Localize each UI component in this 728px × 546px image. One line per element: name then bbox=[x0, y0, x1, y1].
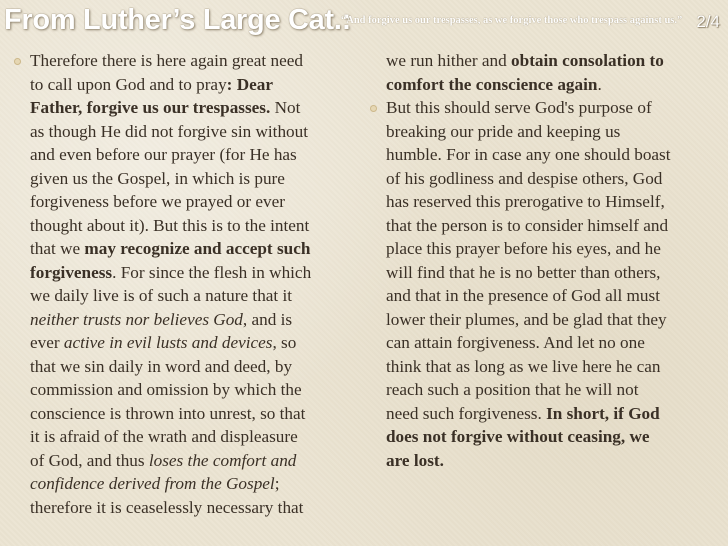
text-run: given us the Gospel, in which is pure bbox=[30, 168, 285, 188]
text-run: as though He did not forgive sin without bbox=[30, 121, 309, 141]
text-run: , so bbox=[272, 333, 297, 352]
text-line bbox=[30, 378, 370, 402]
text-line bbox=[30, 120, 370, 144]
text-line bbox=[30, 214, 370, 238]
text-line bbox=[386, 96, 722, 120]
text-run: active in evil lusts and devices bbox=[63, 333, 273, 352]
text-line bbox=[386, 167, 722, 191]
text-line bbox=[386, 261, 722, 285]
text-run: we run hither and bbox=[386, 51, 512, 70]
text-run: Therefore there is here again great need bbox=[30, 51, 303, 70]
text-line bbox=[30, 143, 370, 167]
text-run: comfort the conscience again bbox=[386, 74, 598, 94]
text-run: Father, forgive us our trespasses. bbox=[30, 98, 271, 117]
text-line bbox=[386, 355, 722, 379]
text-line bbox=[30, 237, 370, 261]
text-run: we daily live is of such a nature that it bbox=[30, 286, 293, 305]
text-run: and that in the presence of God all must bbox=[386, 286, 660, 305]
text-line bbox=[386, 237, 722, 261]
text-run: can attain forgiveness. And let no one bbox=[386, 333, 645, 352]
text-line bbox=[386, 425, 722, 449]
text-line bbox=[30, 49, 370, 73]
text-run: confidence derived from the Gospel bbox=[30, 474, 275, 493]
title-bar bbox=[4, 0, 726, 46]
text-line bbox=[386, 402, 722, 426]
text-run: forgiveness bbox=[30, 262, 113, 282]
text-run: need such forgiveness. bbox=[386, 403, 547, 423]
bullet-icon bbox=[370, 105, 377, 112]
text-line bbox=[386, 120, 722, 144]
text-run: forgiveness before we prayed or ever bbox=[30, 192, 285, 211]
text-run: commission and omission by which the bbox=[30, 380, 302, 399]
right-paragraph-text bbox=[386, 96, 722, 472]
text-line bbox=[386, 284, 722, 308]
text-run: lower their plumes, and be glad that they bbox=[386, 309, 667, 329]
text-run: of God, and thus bbox=[30, 450, 149, 470]
text-run: loses the comfort and bbox=[148, 450, 297, 470]
slide-title: From Luther’s Large Cat.: bbox=[4, 4, 351, 36]
text-run: may recognize and accept such bbox=[84, 239, 311, 258]
text-run: of his godliness and despise others, God bbox=[386, 168, 663, 188]
text-line bbox=[30, 308, 370, 332]
text-run: does not forgive without ceasing, we bbox=[386, 427, 650, 446]
text-run: ever bbox=[30, 333, 64, 352]
text-run: think that as long as we live here he can bbox=[386, 356, 661, 376]
text-run: ; bbox=[274, 474, 280, 493]
text-run: neither trusts nor believes God bbox=[30, 309, 243, 329]
text-line bbox=[386, 49, 722, 73]
text-run: In short, if God bbox=[546, 403, 660, 423]
text-line bbox=[30, 96, 370, 120]
text-line bbox=[386, 378, 722, 402]
text-run: , and is bbox=[242, 309, 293, 329]
right-paragraph bbox=[386, 96, 722, 472]
slide-subtitle-quote: “And forgive us our trespasses, as we forgive those who trespass against us.” bbox=[341, 15, 683, 26]
right-column bbox=[386, 49, 722, 472]
text-run: to call upon God and to pray bbox=[30, 74, 227, 94]
text-run: that we sin daily in word and deed, by bbox=[30, 356, 293, 376]
text-run: . For since the flesh in which bbox=[112, 262, 312, 282]
bullet-icon bbox=[14, 58, 21, 65]
text-line bbox=[30, 425, 370, 449]
text-line bbox=[30, 472, 370, 496]
text-run: that we bbox=[30, 239, 85, 258]
text-line bbox=[30, 284, 370, 308]
left-paragraph-text bbox=[30, 49, 370, 519]
text-run: place this prayer before his eyes, and he bbox=[386, 239, 661, 258]
text-run: are lost. bbox=[386, 450, 444, 470]
text-line bbox=[30, 402, 370, 426]
right-continuation-paragraph bbox=[386, 49, 722, 96]
text-line bbox=[30, 261, 370, 285]
text-run: conscience is thrown into unrest, so that bbox=[30, 403, 306, 423]
text-run: will find that he is no better than others, bbox=[386, 262, 661, 282]
text-line bbox=[30, 73, 370, 97]
text-run: thought about it). But this is to the intent bbox=[30, 215, 310, 235]
text-run: humble. For in case any one should boast bbox=[386, 145, 671, 164]
text-run: has reserved this prerogative to Himself, bbox=[386, 192, 665, 211]
left-column bbox=[30, 49, 370, 519]
page-indicator: 2/4 bbox=[696, 12, 720, 31]
text-run: Not bbox=[270, 98, 301, 117]
text-line bbox=[386, 308, 722, 332]
text-line bbox=[386, 449, 722, 473]
text-line bbox=[30, 496, 370, 520]
text-run: it is afraid of the wrath and displeasure bbox=[30, 427, 298, 446]
text-run: therefore it is ceaselessly necessary that bbox=[30, 497, 304, 517]
text-run: and even before our prayer (for He has bbox=[30, 145, 297, 164]
text-line bbox=[386, 331, 722, 355]
text-line bbox=[386, 143, 722, 167]
text-line bbox=[30, 331, 370, 355]
text-run: obtain consolation to bbox=[511, 51, 664, 70]
text-line bbox=[30, 355, 370, 379]
text-line bbox=[386, 190, 722, 214]
right-continuation-text bbox=[386, 49, 722, 96]
text-line bbox=[30, 190, 370, 214]
text-run: : Dear bbox=[226, 74, 273, 94]
text-run: breaking our pride and keeping us bbox=[386, 121, 621, 141]
left-paragraph bbox=[30, 49, 370, 519]
text-line bbox=[30, 167, 370, 191]
text-line bbox=[386, 73, 722, 97]
text-line bbox=[30, 449, 370, 473]
text-line bbox=[386, 214, 722, 238]
text-run: But this should serve God's purpose of bbox=[386, 98, 652, 117]
text-run: reach such a position that he will not bbox=[386, 380, 639, 399]
text-run: that the person is to consider himself and bbox=[386, 215, 669, 235]
text-run: . bbox=[597, 74, 602, 94]
